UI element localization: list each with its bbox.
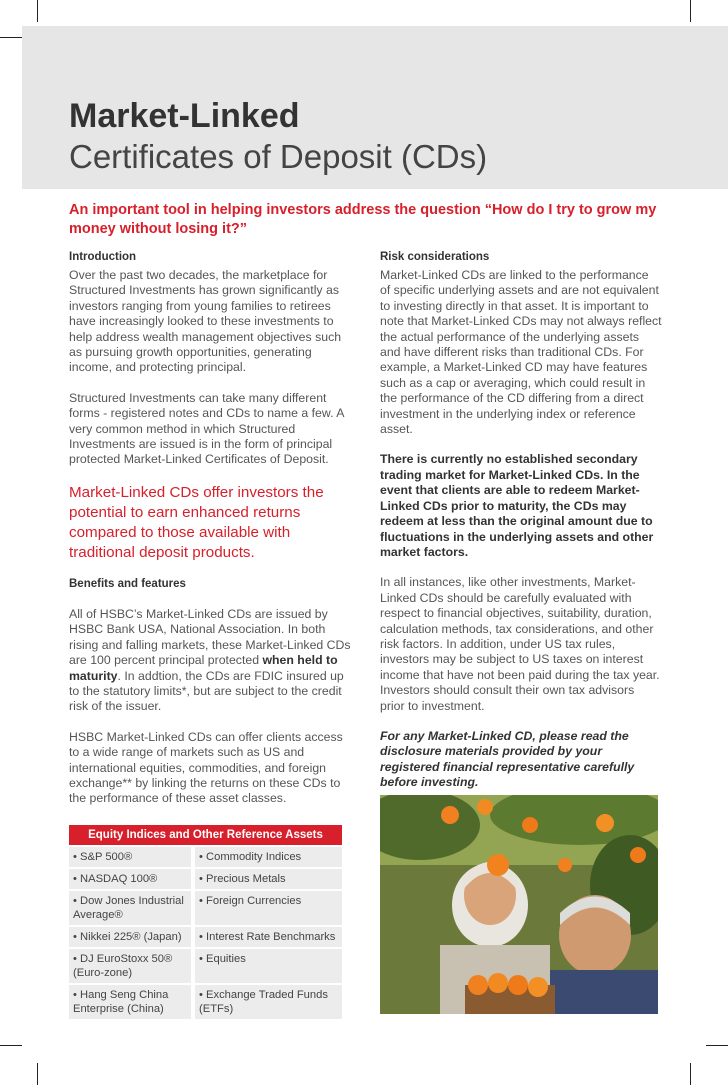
crop-mark [706,1045,728,1046]
risk-paragraph-2: There is currently no established secondary trading market for Market-Linked CDs. In the event that clients are able to redeem Market-Linked CDs prior to maturity, the CDs may redeem at less than the original amount due to fluctuations in the underlying assets and other market factors. [380,452,654,559]
couple-picking-oranges-photo [380,795,658,1014]
table-cell: • Hang Seng China Enterprise (China) [69,985,191,1019]
benefits-paragraph-2: HSBC Market-Linked CDs can offer clients access to a wide range of markets such as US and international equities, commodities, and foreign exchange** by linking the returns on these CDs to the performance of these asset classes. [69,729,343,806]
subtitle: An important tool in helping investors address the question “How do I try to grow my money without losing it?” [69,202,657,237]
benefits-heading: Benefits and features [69,577,186,590]
right-column [380,250,662,806]
risk-paragraph-1: Market-Linked CDs are linked to the performance of specific underlying assets and are not equivalent to investing directly in that asset. It is important to note that Market-Linked CDs may not always reflect the actual performance of the underlying assets and have different risks than traditional CDs. For example, a Market-Linked CD may have features such as a cap or averaging, which could result in the performance of the CD differing from a direct investment in the underlying index or reference asset. [380,268,662,437]
table-cell: • Dow Jones Industrial Average® [69,891,191,925]
table-row [69,985,342,1021]
pull-quote: Market-Linked CDs offer investors the potential to earn enhanced returns compared to those available with traditional deposit products. [69,483,324,561]
crop-mark [0,37,22,38]
crop-mark [37,1063,38,1085]
benefits-text-bold: when held to maturity [69,653,338,683]
table-cell: • Foreign Currencies [195,891,342,925]
left-column [69,250,351,822]
crop-mark [690,1063,691,1085]
risk-heading: Risk considerations [380,251,490,263]
crop-mark [0,1045,22,1046]
table-cell: • Exchange Traded Funds (ETFs) [195,985,342,1019]
intro-paragraph-1: Over the past two decades, the marketplace for Structured Investments has grown significantly as investors ranging from young families to retirees have increasingly looked to these investments to help address wealth management objectives such as pursuing growth opportunities, generating income, and protecting principal. [69,268,342,375]
table-cell: • DJ EuroStoxx 50® (Euro-zone) [69,949,191,983]
benefits-paragraph-1 [69,607,351,715]
table-cell: • Precious Metals [195,869,342,889]
table-cell: • Nikkei 225® (Japan) [69,927,191,947]
reference-assets-table [69,825,342,1021]
benefits-text-b: . In addtion, the CDs are FDIC insured up to the statutory limits*, but are subject to the credit risk of the issuer. [69,668,344,714]
table-heading: Equity Indices and Other Reference Assets [69,825,342,845]
table-cell: • Commodity Indices [195,847,342,867]
table-cell: • Equities [195,949,342,983]
benefits-text-a: All of HSBC’s Market-Linked CDs are issued by HSBC Bank USA, National Association. In both rising and falling markets, these Market-Linked CDs are 100 percent principal protected [69,606,351,668]
page-title: Market-Linked [69,97,300,135]
table-row [69,847,342,869]
table-row [69,869,342,891]
table-cell: • NASDAQ 100® [69,869,191,889]
table-row [69,927,342,949]
crop-mark [690,0,691,22]
crop-mark [37,0,38,22]
page-title-line-2: Certificates of Deposit (CDs) [69,138,488,175]
risk-paragraph-3: In all instances, like other investments, Market-Linked CDs should be carefully evaluated with respect to financial objectives, suitability, duration, calculation methods, tax considerations, and other risk factors. In addition, under US tax rules, investors may be subject to US taxes on interest income that have not been paid during the tax year. Investors should consult their own tax advisors prior to investment. [380,575,660,713]
intro-paragraph-2: Structured Investments can take many different forms - registered notes and CDs to name a few. A very common method in which Structured Investments are issued is in the form of principal protected Market-Linked Certificates of Deposit. [69,390,344,467]
table-cell: • Interest Rate Benchmarks [195,927,342,947]
table-cell: • S&P 500® [69,847,191,867]
intro-heading: Introduction [69,251,137,263]
table-row [69,949,342,985]
risk-paragraph-4: For any Market-Linked CD, please read the disclosure materials provided by your registered financial representative carefully before investing. [380,728,635,790]
table-row [69,891,342,927]
